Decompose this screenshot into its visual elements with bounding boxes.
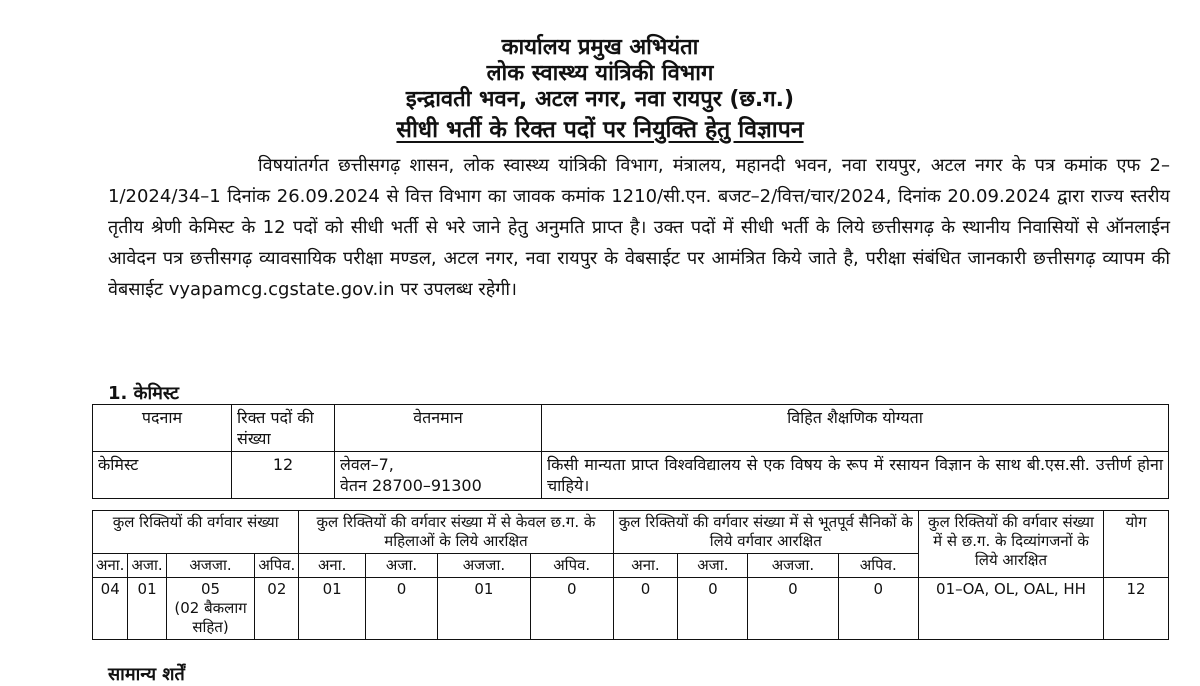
- post-name: केमिस्ट: [93, 452, 232, 499]
- body-paragraph: विषयांतर्गत छत्तीसगढ़ शासन, लोक स्वास्थ्य यांत्रिकी विभाग, मंत्रालय, महानदी भवन, नवा रायपुर, अटल नगर के पत्र कमांक एफ 2–1/2024/34–1 दिनांक 26.09.2024 से वित्त विभाग का जावक कमांक 1210/सी.एन. बजट–2/वित्त/चार/2024, दिनांक 20.09.2024 द्वारा राज्य स्तरीय तृतीय श्रेणी केमिस्ट के 12 पदों को सीधी भर्ती से भरे जाने हेतु अनुमति प्राप्त है। उक्त पदों में सीधी भर्ती के लिये छत्तीसगढ़ के स्थानीय निवासियों से ऑनलाईन आवेदन पत्र छत्तीसगढ़ व्यावसायिक परीक्षा मण्डल, अटल नगर, नवा रायपुर के वेबसाईट पर आमंत्रित किये जाते है, परीक्षा संबंधित जानकारी छत्तीसगढ़ व्यापम की वेबसाईट vyapamcg.cgstate.gov.in पर उपलब्ध रहेगी।: [108, 155, 1170, 300]
- pay-cell: [335, 452, 542, 499]
- total-st-cell: [166, 578, 255, 640]
- advertisement-title: सीधी भर्ती के रिक्त पदों पर नियुक्ति हेतु विज्ञापन: [396, 117, 804, 143]
- total-st: 05: [200, 580, 221, 598]
- sub-sc: अजा.: [128, 554, 166, 578]
- sub-st: अजजा.: [748, 554, 838, 578]
- women-obc: 0: [530, 578, 613, 640]
- office-address: इन्द्रावती भवन, अटल नगर, नवा रायपुर (छ.ग.): [405, 87, 795, 112]
- section-title: 1. केमिस्ट: [108, 383, 179, 404]
- group-divyang: कुल रिक्तियों की वर्गवार संख्या में से छ.ग. के दिव्यांगजनों के लिये आरक्षित: [919, 511, 1104, 578]
- backlog-note: (02 बैकलाग सहित): [174, 599, 247, 636]
- total-ur: 04: [93, 578, 128, 640]
- women-ur: 01: [299, 578, 366, 640]
- sub-st: अजजा.: [437, 554, 530, 578]
- exs-ur: 0: [613, 578, 678, 640]
- sub-sc: अजा.: [678, 554, 748, 578]
- qualification-text: किसी मान्यता प्राप्त विश्वविद्यालय से एक विषय के रूप में रसायन विज्ञान के साथ बी.एस.सी. उत्तीर्ण होना चाहिये।: [542, 452, 1169, 499]
- sub-obc: अपिव.: [838, 554, 918, 578]
- post-table-row: [93, 452, 1169, 499]
- group-women: कुल रिक्तियों की वर्गवार संख्या में से केवल छ.ग. के महिलाओं के लिये आरक्षित: [299, 511, 613, 554]
- post-table: [92, 404, 1169, 499]
- exs-obc: 0: [838, 578, 918, 640]
- sub-ur: अना.: [93, 554, 128, 578]
- header-qualification: विहित शैक्षणिक योग्यता: [542, 405, 1169, 452]
- post-count: 12: [232, 452, 335, 499]
- sub-ur: अना.: [299, 554, 366, 578]
- sub-ur: अना.: [613, 554, 678, 578]
- total-obc: 02: [255, 578, 299, 640]
- total-sc: 01: [128, 578, 166, 640]
- header-post: पदनाम: [93, 405, 232, 452]
- header-vacancy-count: रिक्त पदों की संख्या: [232, 405, 335, 452]
- post-table-header: [93, 405, 1169, 452]
- women-sc: 0: [366, 578, 438, 640]
- exs-sc: 0: [678, 578, 748, 640]
- women-st: 01: [437, 578, 530, 640]
- group-total: योग: [1104, 511, 1169, 578]
- footer-partial-heading: सामान्य शर्तें: [108, 664, 185, 685]
- header-pay-scale: वेतनमान: [335, 405, 542, 452]
- sub-sc: अजा.: [366, 554, 438, 578]
- department-name: लोक स्वास्थ्य यांत्रिकी विभाग: [486, 61, 714, 86]
- total-value: 12: [1104, 578, 1169, 640]
- exs-st: 0: [748, 578, 838, 640]
- reservation-table: [92, 510, 1169, 640]
- sub-obc: अपिव.: [255, 554, 299, 578]
- reservation-data-row: [93, 578, 1169, 640]
- sub-st: अजजा.: [166, 554, 255, 578]
- group-ex-servicemen: कुल रिक्तियों की वर्गवार संख्या में से भूतपूर्व सैनिकों के लिये वर्गवार आरक्षित: [613, 511, 918, 554]
- office-title: कार्यालय प्रमुख अभियंता: [501, 35, 699, 60]
- pay-scale: वेतन 28700–91300: [340, 476, 482, 495]
- reservation-group-header: [93, 511, 1169, 554]
- sub-obc: अपिव.: [530, 554, 613, 578]
- divyang-value: 01–OA, OL, OAL, HH: [919, 578, 1104, 640]
- group-total-vacancy: कुल रिक्तियों की वर्गवार संख्या: [93, 511, 299, 554]
- pay-level: लेवल–7,: [340, 455, 394, 474]
